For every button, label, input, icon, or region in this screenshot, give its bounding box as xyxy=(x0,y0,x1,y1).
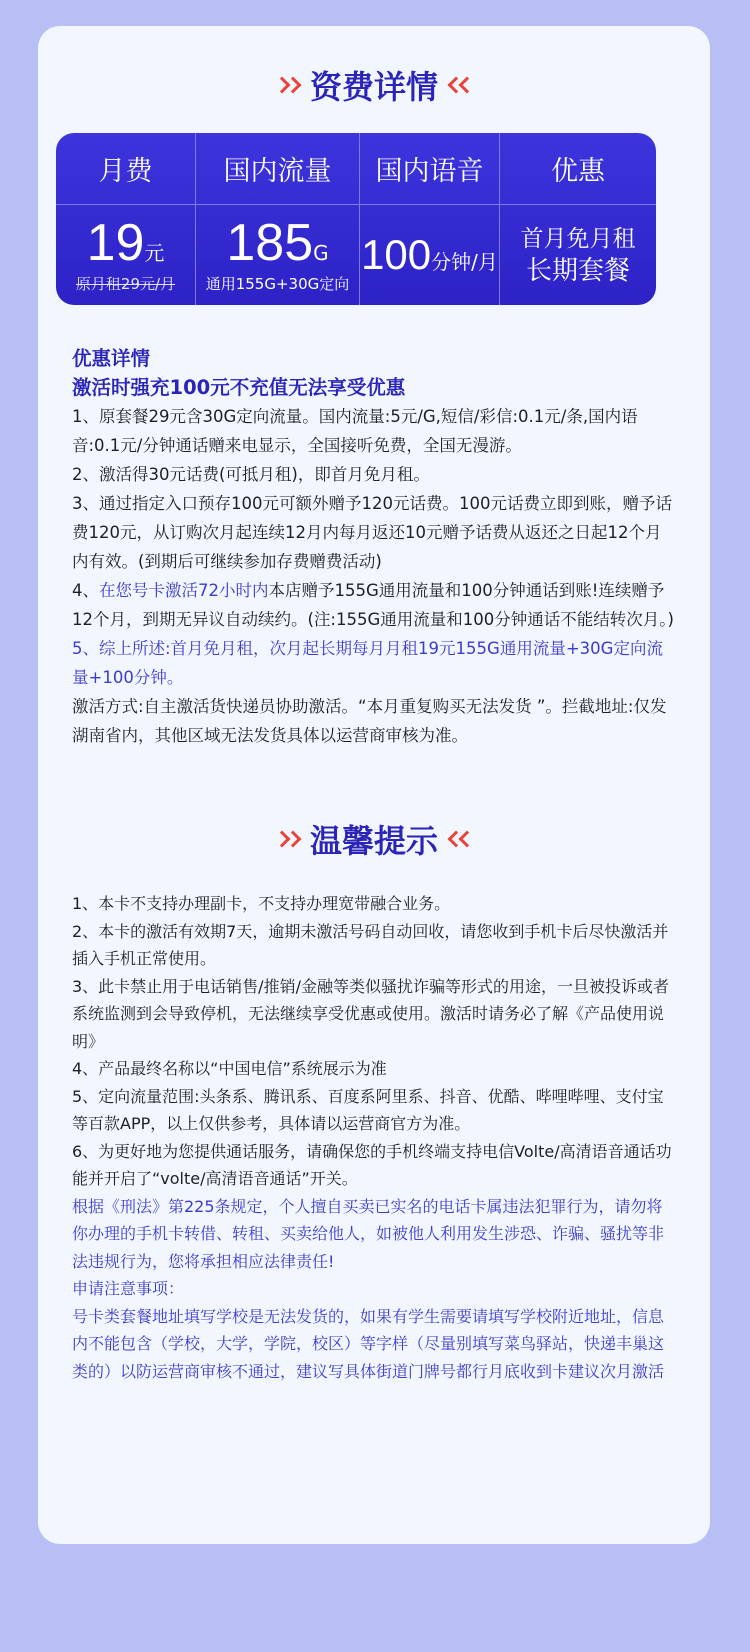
notice-text: 号卡类套餐地址填写学校是无法发货的，如果有学生需要请填写学校附近地址，信息内不能包含（学校，大学，学院，校区）等字样（尽量别填写菜鸟驿站，快递丰巢这类的）以防运营商审核不通过，建议写具体街道门牌号都行月底收到卡建议次月激活 xyxy=(72,1306,665,1381)
section-title-tips xyxy=(38,816,710,862)
chevron-left-icon xyxy=(450,79,472,91)
notice-title: 申请注意事项： xyxy=(72,1279,185,1298)
detail-item-4 xyxy=(72,576,677,634)
data-unit: G xyxy=(313,240,329,265)
offer-line2: 长期套餐 xyxy=(525,256,630,286)
tips-list xyxy=(72,890,677,1385)
offer-cell xyxy=(500,205,656,305)
detail-item-4-highlight: 在您号卡激活72小时内 xyxy=(99,581,269,600)
detail-item-2: 2、激活得30元话费(可抵月租)，即首月免月租。 xyxy=(72,465,430,484)
tip-item-6: 6、为更好地为您提供通话服务，请确保您的手机终端支持电信Volte/高清语音通话功能并开启了“volte/高清语音通话”开关。 xyxy=(72,1141,672,1188)
monthly-fee-unit: 元 xyxy=(144,240,165,265)
header-offer: 优惠 xyxy=(500,133,656,205)
voice-cell xyxy=(360,205,500,305)
header-voice: 国内语音 xyxy=(360,133,500,205)
chevron-right-icon xyxy=(276,833,298,845)
original-price: 原月租29元/月 xyxy=(75,274,176,293)
section-title-text: 资费详情 xyxy=(309,68,438,106)
offer-line1: 首月免月租 xyxy=(520,226,636,252)
tip-item-5: 5、定向流量范围:头条系、腾讯系、百度系阿里系、抖音、优酷、哔哩哔哩、支付宝等百款APP，以上仅供参考，具体请以运营商官方为准。 xyxy=(72,1086,664,1133)
section-title-fees xyxy=(38,62,710,108)
chevron-left-icon xyxy=(450,833,472,845)
content-card xyxy=(38,26,710,1544)
chevron-right-icon xyxy=(276,79,298,91)
activation-method: 激活方式:自主激活货快递员协助激活。“本月重复购买无法发货 ”。拦截地址:仅发湖南省内，其他区域无法发货具体以运营商审核为准。 xyxy=(72,697,667,745)
voice-value: 100 xyxy=(361,231,432,278)
legal-warning: 根据《刑法》第225条规定，个人擅自买卖已实名的电话卡属违法犯罪行为，请勿将你办理的手机卡转借、转租、买卖给他人，如被他人利用发生涉恐、诈骗、骚扰等非法违规行为，您将承担相应法律责任! xyxy=(72,1196,665,1271)
price-table xyxy=(56,133,656,305)
tip-item-1: 1、本卡不支持办理副卡，不支持办理宽带融合业务。 xyxy=(72,894,451,913)
monthly-fee-value: 19 xyxy=(86,213,145,272)
monthly-fee-cell xyxy=(56,205,196,305)
tip-item-4: 4、产品最终名称以“中国电信”系统展示为准 xyxy=(72,1059,387,1078)
tip-item-2: 2、本卡的激活有效期7天，逾期未激活号码自动回收，请您收到手机卡后尽快激活并插入手机正常使用。 xyxy=(72,921,669,968)
details-heading: 优惠详情 xyxy=(72,347,151,370)
tip-item-3: 3、此卡禁止用于电话销售/推销/金融等类似骚扰诈骗等形式的用途，一旦被投诉或者系统监测到会导致停机，无法继续享受优惠或使用。激活时请务必了解《产品使用说明》 xyxy=(72,976,669,1051)
detail-item-3: 3、通过指定入口预存100元可额外赠予120元话费。100元话费立即到账，赠予话费120元，从订购次月起连续12月内每月返还10元赠予话费从返还之日起12个月内有效。(到期后可继续参加存费赠费活动) xyxy=(72,494,672,571)
data-note: 通用155G+30G定向 xyxy=(205,274,350,293)
detail-item-4-prefix: 4、 xyxy=(72,581,99,600)
section-title-text: 温馨提示 xyxy=(309,822,438,860)
data-value: 185 xyxy=(226,213,314,272)
detail-item-1: 1、原套餐29元含30G定向流量。国内流量:5元/G,短信/彩信:0.1元/条,国内语音:0.1元/分钟通话赠来电显示，全国接听免费，全国无漫游。 xyxy=(72,407,638,455)
header-monthly-fee: 月费 xyxy=(56,133,196,205)
details-subheading: 激活时强充100元不充值无法享受优惠 xyxy=(72,376,406,399)
voice-unit: 分钟/月 xyxy=(431,250,498,274)
offer-details xyxy=(72,344,677,750)
header-data: 国内流量 xyxy=(196,133,360,205)
detail-item-4-rest: 本店赠予155G通用流量和100分钟通话到账!连续赠予12个月，到期无异议自动续约。(注:155G通用流量和100分钟通话不能结转次月。) xyxy=(72,581,674,629)
data-cell xyxy=(196,205,360,305)
detail-item-5: 5、综上所述:首月免月租，次月起长期每月月租19元155G通用流量+30G定向流量+100分钟。 xyxy=(72,639,663,687)
